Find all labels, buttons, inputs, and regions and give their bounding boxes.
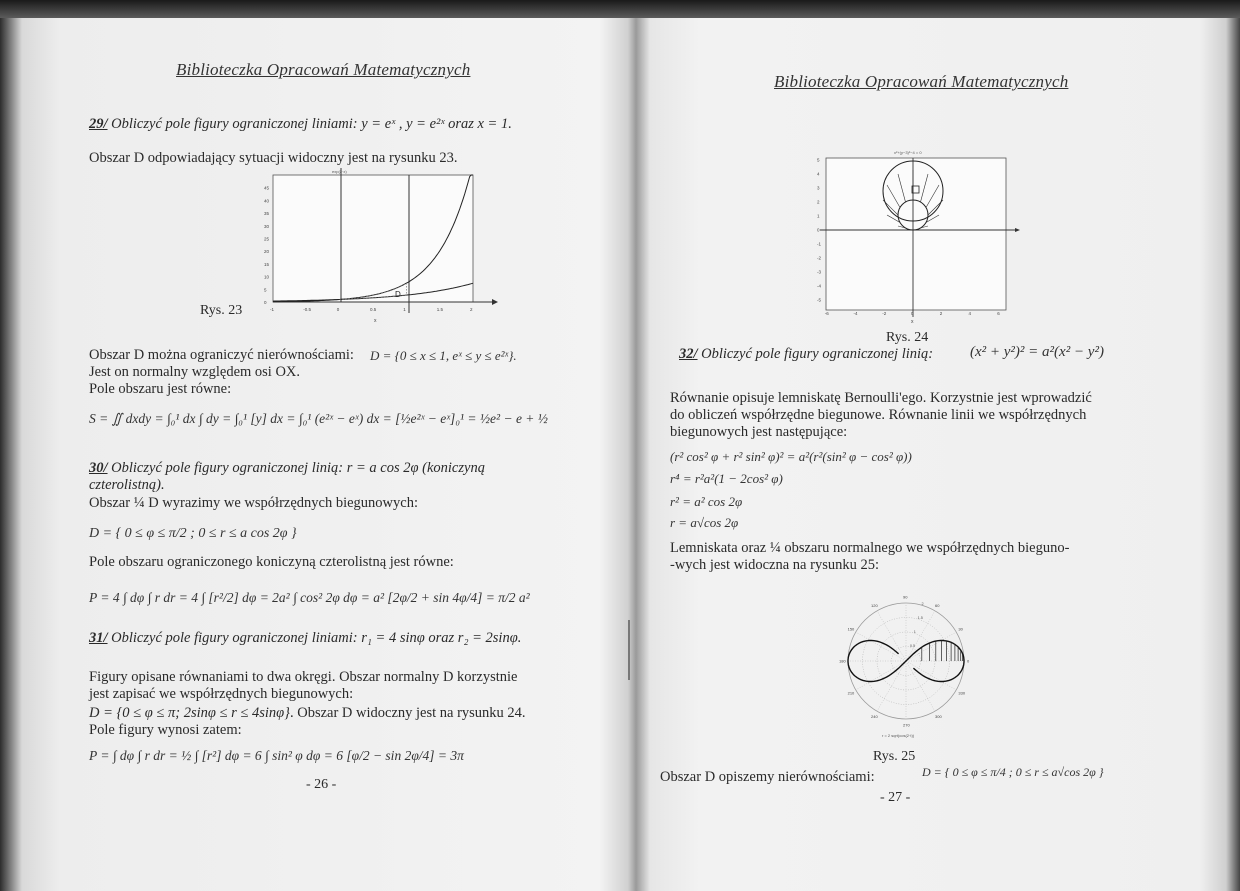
figure-24-plot [810, 142, 1030, 324]
x-tick-label: 1 [403, 307, 406, 312]
math-inline: D = {0 ≤ φ ≤ π; 2sinφ ≤ r ≤ 4sinφ} [89, 705, 290, 721]
paragraph-text: Obszar D można ograniczyć nierównościami: [89, 347, 354, 363]
problem-number: 30/ [89, 460, 108, 476]
paragraph-text: Obszar D opiszemy nierównościami: [660, 769, 875, 785]
radius-label: 0.5 [909, 644, 916, 648]
y-tick-label: 15 [264, 261, 270, 267]
x-tick-label: 1.5 [436, 307, 443, 312]
plot-frame [273, 175, 473, 302]
right-page [650, 0, 1230, 891]
x-tick-label: 0.5 [370, 307, 377, 312]
angle-label: 30 [958, 626, 963, 632]
figure-caption: Rys. 24 [886, 330, 929, 345]
angle-label: 330 [958, 690, 966, 696]
polar-equation-1: (r² cos² φ + r² sin² φ)² = a²(r²(sin² φ − cos² φ)) [670, 449, 912, 464]
page-number: - 26 - [306, 777, 337, 792]
problem-30 [89, 460, 485, 476]
x-tick-label: 4 [968, 311, 972, 316]
y-tick-label: -5 [817, 297, 822, 303]
problem-statement: Obliczyć pole figury ograniczonej liniami: r₁ = 4 sinφ oraz r₂ = 2sinφ. [111, 630, 522, 646]
paragraph-text: Obszar D odpowiadający sytuacji widoczny jest na rysunku 23. [89, 150, 458, 166]
x-axis-arrow [492, 299, 498, 305]
problem-number: 29/ [89, 116, 108, 132]
polar-equation-2: r⁴ = r²a²(1 − 2cos² φ) [670, 471, 783, 486]
angle-label: 180 [839, 658, 846, 664]
y-tick-labels [264, 186, 270, 305]
plot-bottom-label: r = 2 sqrt(cos(2·t)) [882, 733, 915, 738]
y-tick-label: -4 [817, 283, 822, 289]
x-tick-label: 6 [997, 311, 1000, 316]
problem-number: 31/ [89, 630, 108, 646]
plot-title: x²+(y−3)²−4 = 0 [894, 150, 922, 155]
polar-domain: D = { 0 ≤ φ ≤ π/4 ; 0 ≤ r ≤ a√cos 2φ } [922, 765, 1104, 779]
paragraph-text [89, 705, 526, 721]
paragraph-text: -wych jest widoczna na rysunku 25: [670, 557, 879, 573]
polar-equation-3: r² = a² cos 2φ [670, 494, 743, 509]
paragraph-text: Pole obszaru jest równe: [89, 381, 232, 397]
y-tick-label: 45 [264, 185, 270, 191]
y-tick-label: -3 [817, 269, 822, 275]
page-number: - 27 - [880, 790, 911, 805]
y-tick-label: 1 [817, 213, 820, 219]
x-axis-arrow [1015, 228, 1020, 232]
y-tick-label: 5 [817, 157, 820, 163]
figure-23-plot [260, 163, 524, 323]
angle-label: 210 [847, 690, 855, 696]
plot-title: exp(2·x) [332, 169, 347, 174]
problem-statement: Obliczyć pole figury ograniczonej linią: r = a cos 2φ (koniczyną [111, 460, 485, 476]
paragraph-text: Lemniskata oraz ¼ obszaru normalnego we współrzędnych bieguno- [670, 540, 1070, 556]
area-formula: S = ∬ dxdy = ∫₀¹ dx ∫ dy = ∫₀¹ [y] dx = ∫₀¹ (e²ˣ − eˣ) dx = [½e²ˣ − eˣ]₀¹ = ½e² − e + ½ [89, 411, 548, 426]
angle-label: 150 [847, 626, 855, 632]
y-tick-label: 2 [817, 199, 820, 205]
paragraph-text: Obszar ¼ D wyrazimy we współrzędnych biegunowych: [89, 495, 418, 511]
radius-label: 2 [921, 602, 924, 607]
x-label: x [374, 318, 377, 323]
area-formula: P = ∫ dφ ∫ r dr = ½ ∫ [r²] dφ = 6 ∫ sin² φ dφ = 6 [φ/2 − sin 2φ/4] = 3π [89, 748, 464, 763]
problem-32 [679, 346, 933, 362]
angle-label: 300 [935, 713, 942, 719]
figure-25-polar-plot [836, 591, 976, 739]
x-tick-label: 0 [911, 311, 914, 316]
region-label: D [395, 290, 401, 299]
y-tick-label: 40 [264, 198, 270, 204]
lemniscate-equation: (x² + y²)² = a²(x² − y²) [970, 344, 1104, 360]
left-page [30, 0, 630, 891]
grid-spoke [856, 632, 906, 661]
y-tick-label: 3 [817, 185, 820, 191]
y-tick-label: 35 [264, 211, 270, 217]
angle-label: 120 [871, 603, 878, 609]
y-tick-label: 10 [264, 274, 270, 280]
y-tick-label: 30 [264, 223, 270, 229]
x-label: x [911, 319, 914, 324]
y-tick-label: 0 [817, 227, 820, 233]
paragraph-text: Pole figury wynosi zatem: [89, 722, 242, 738]
problem-31 [89, 630, 521, 646]
y-tick-label: 20 [264, 249, 270, 255]
radius-labels [910, 602, 924, 648]
polar-equation-4: r = a√cos 2φ [670, 515, 739, 530]
x-tick-labels [270, 307, 473, 312]
page-header: Biblioteczka Opracowań Matematycznych [176, 60, 471, 79]
paragraph-text: Pole obszaru ograniczonego koniczyną czterolistną jest równe: [89, 554, 454, 570]
radius-label: 1 [913, 630, 916, 635]
paragraph-text: Równanie opisuje lemniskatę Bernoulli'ego. Korzystnie jest wprowadzić [670, 390, 1092, 406]
angle-label: 240 [871, 713, 878, 719]
paragraph-text: biegunowych jest następujące: [670, 424, 848, 440]
paragraph-text: Jest on normalny względem osi OX. [89, 364, 301, 380]
plot-frame [826, 158, 1006, 310]
x-tick-label: -1 [270, 307, 275, 312]
figure-caption: Rys. 23 [200, 303, 243, 318]
problem-statement: Obliczyć pole figury ograniczonej liniami: y = eˣ , y = e²ˣ oraz x = 1. [111, 116, 512, 132]
y-tick-label: -2 [817, 255, 822, 261]
x-tick-label: 2 [470, 307, 473, 312]
y-tick-label: 0 [264, 300, 267, 305]
paragraph-text: do obliczeń współrzędne biegunowe. Równanie linii we współrzędnych [670, 407, 1087, 423]
problem-29 [89, 116, 512, 132]
paragraph-text: jest zapisać we współrzędnych biegunowych: [89, 686, 354, 702]
problem-number: 32/ [679, 346, 698, 362]
y-tick-label: -1 [817, 241, 822, 247]
x-tick-label: -6 [824, 311, 829, 316]
x-tick-labels [825, 311, 1001, 316]
area-formula: P = 4 ∫ dφ ∫ r dr = 4 ∫ [r²/2] dφ = 2a² ∫ cos² 2φ dφ = a² [2φ/2 + sin 4φ/4] = π/2 a² [89, 590, 530, 605]
paragraph-text: Figury opisane równaniami to dwa okręgi. Obszar normalny D korzystnie [89, 669, 518, 685]
figure-caption: Rys. 25 [873, 749, 916, 764]
x-tick-label: 2 [939, 311, 943, 316]
y-tick-label: 4 [817, 171, 820, 177]
problem-statement: Obliczyć pole figury ograniczonej linią: [701, 346, 934, 362]
x-tick-label: -0.5 [303, 307, 312, 312]
y-tick-label: 25 [264, 236, 270, 242]
angle-label: 0 [967, 658, 970, 664]
polar-domain: D = { 0 ≤ φ ≤ π/2 ; 0 ≤ r ≤ a cos 2φ } [89, 526, 297, 541]
angle-label: 90 [903, 594, 908, 600]
grid-spoke [877, 611, 906, 661]
angle-labels [839, 595, 970, 728]
math-inequality: D = {0 ≤ x ≤ 1, eˣ ≤ y ≤ e²ˣ}. [370, 348, 517, 363]
text-inline: . Obszar D widoczny jest na rysunku 24. [289, 705, 526, 721]
problem-statement-cont: czterolistną). [89, 477, 165, 493]
x-tick-label: 0 [336, 307, 340, 312]
x-tick-label: -4 [853, 311, 858, 316]
y-tick-label: 5 [264, 287, 267, 293]
angle-label: 270 [903, 722, 910, 728]
radius-label: 1.5 [917, 616, 923, 621]
x-tick-label: -2 [882, 311, 887, 316]
angle-label: 60 [935, 603, 940, 609]
page-header: Biblioteczka Opracowań Matematycznych [774, 72, 1069, 91]
